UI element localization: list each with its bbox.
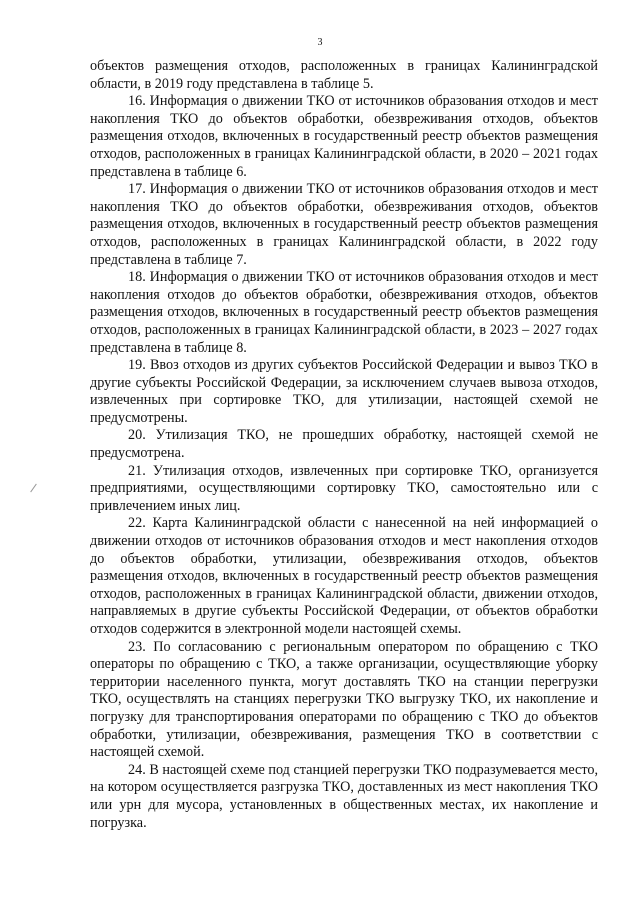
paragraph-21: 21. Утилизация отходов, извлеченных при сортировке ТКО, организуется предприятиями, осуществляющими сортировку ТКО, самостоятельно или с привлечением иных лиц. bbox=[90, 462, 598, 514]
paragraph-18: 18. Информация о движении ТКО от источников образования отходов и мест накопления отходов до объектов обработки, обезвреживания отходов, объектов размещения отходов, включенных в государственный реестр объектов размещения отходов, расположенных в границах Калининградской области, в 2023 – 2027 годах представлена в таблице 8. bbox=[90, 269, 598, 356]
paragraph-22: 22. Карта Калининградской области с нанесенной на ней информацией о движении отходов от источников образования отходов и мест накопления отходов до объектов обработки, утилизации, обезвреживания отходов, объектов размещения отходов, включенных в государственный реестр объектов размещения отходов, расположенных в границах Калининградской области, движении отходов, направляемых в другие субъекты Российской Федерации, от объектов обработки отходов содержится в электронной модели настоящей схемы. bbox=[90, 515, 598, 637]
page-number: 3 bbox=[317, 37, 323, 48]
margin-mark bbox=[30, 484, 37, 493]
paragraph-17: 17. Информация о движении ТКО от источников образования отходов и мест накопления ТКО до объектов обработки, обезвреживания отходов, объектов размещения отходов, включенных в государственный реестр объектов размещения отходов, расположенных в границах Калининградской области, в 2022 году представлена в таблице 7. bbox=[90, 181, 598, 268]
document-body bbox=[90, 58, 598, 832]
paragraph-20: 20. Утилизация ТКО, не прошедших обработку, настоящей схемой не предусмотрена. bbox=[90, 427, 598, 462]
paragraph-23: 23. По согласованию с региональным оператором по обращению с ТКО операторы по обращению с ТКО, а также организации, осуществляющие уборку территории населенного пункта, могут доставлять ТКО на станции перегрузки ТКО, осуществлять на станциях перегрузки ТКО выгрузку ТКО, их накопление и погрузку для транспортирования операторами по обращению с ТКО до объектов обработки, утилизации, обезвреживания, размещения ТКО в соответствии с настоящей схемой. bbox=[90, 638, 598, 761]
paragraph-continuation: объектов размещения отходов, расположенных в границах Калининградской области, в 2019 году представлена в таблице 5. bbox=[90, 58, 598, 92]
paragraph-24: 24. В настоящей схеме под станцией перегрузки ТКО подразумевается место, на котором осуществляется разгрузка ТКО, доставленных из мест накопления ТКО или урн для мусора, установленных в общественных местах, их накопление и погрузка. bbox=[90, 761, 598, 831]
paragraph-16: 16. Информация о движении ТКО от источников образования отходов и мест накопления ТКО до объектов обработки, обезвреживания отходов, объектов размещения отходов, включенных в государственный реестр объектов размещения отходов, расположенных в границах Калининградской области, в 2020 – 2021 годах представлена в таблице 6. bbox=[90, 93, 598, 180]
paragraph-19: 19. Ввоз отходов из других субъектов Российской Федерации и вывоз ТКО в другие субъекты Российской Федерации, за исключением случаев вывоза отходов, извлеченных при сортировке ТКО, для утилизации, настоящей схемой не предусмотрены. bbox=[90, 357, 598, 426]
